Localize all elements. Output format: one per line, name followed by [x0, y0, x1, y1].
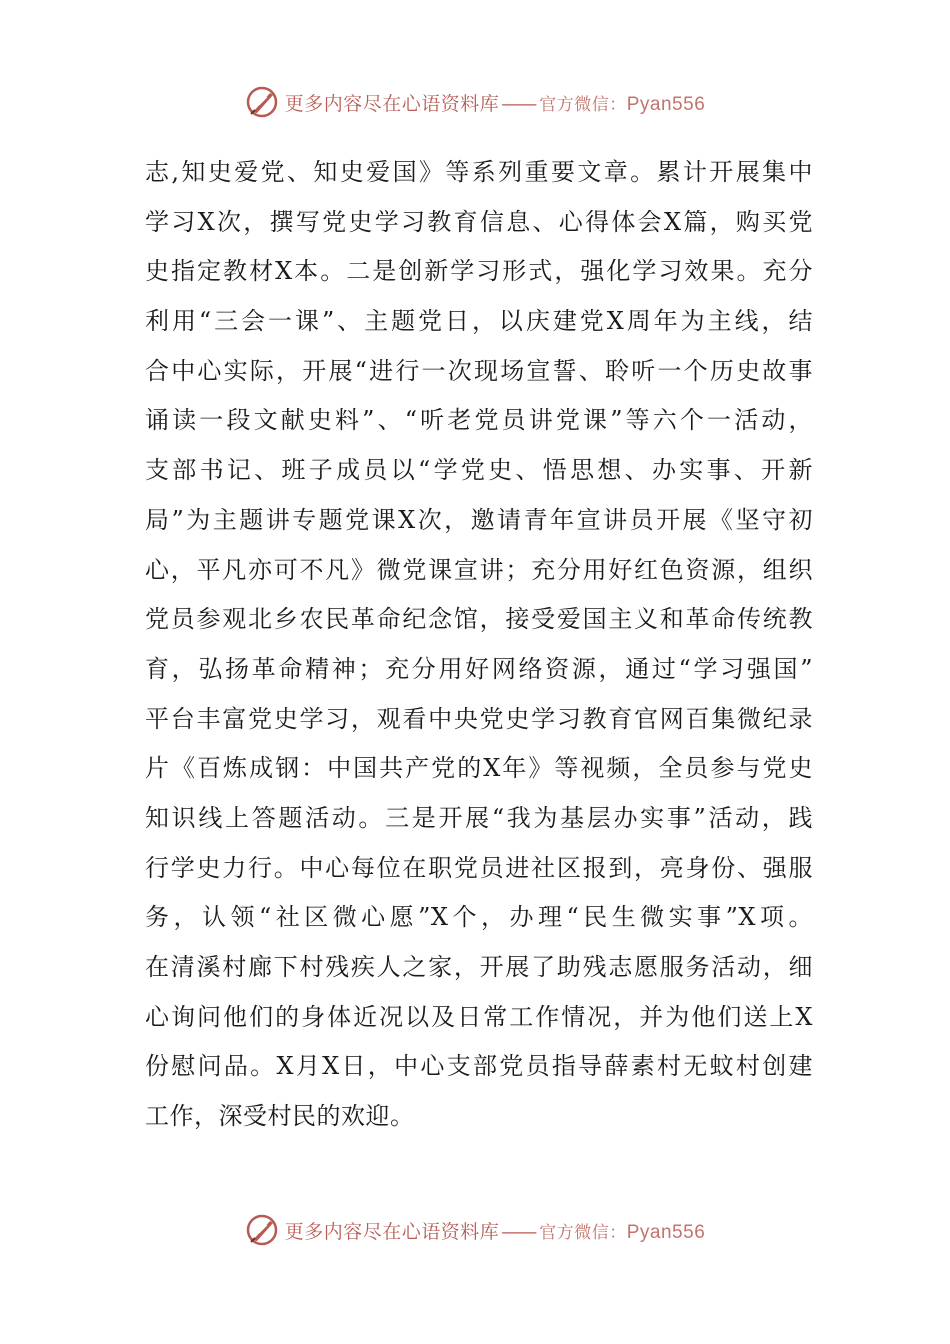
body-line: 务，认领“社区微心愿”X个，办理“民生微实事”X项。	[145, 903, 813, 932]
banner-dash: ——	[501, 92, 536, 115]
body-line: 育，弘扬革命精神；充分用好网络资源，通过“学习强国”	[145, 654, 813, 683]
banner-wechat-id: Pyan556	[626, 1221, 706, 1243]
body-line: 利用“三会一课”、主题党日，以庆建党X周年为主线，结	[145, 307, 813, 336]
body-line: 心，平凡亦可不凡》微党课宣讲；充分用好红色资源，组织	[145, 555, 813, 584]
header-banner-inner	[245, 85, 706, 119]
document-body	[145, 148, 813, 1142]
banner-wechat-label: 官方微信：	[539, 94, 627, 115]
body-line: 平台丰富党史学习，观看中央党史学习教育官网百集微纪录	[145, 704, 813, 733]
body-line: 行学史力行。中心每位在职党员进社区报到，亮身份、强服	[145, 853, 813, 882]
body-line: 志,知史爱党、知史爱国》等系列重要文章。累计开展集中	[145, 158, 813, 186]
banner-main-text: 更多内容尽在心语资料库	[284, 1220, 500, 1243]
body-line-last: 工作，深受村民的欢迎。	[145, 1102, 415, 1131]
quill-pen-logo-icon	[245, 1213, 279, 1247]
banner-wechat-id: Pyan556	[626, 93, 706, 115]
body-line: 史指定教材X本。二是创新学习形式，强化学习效果。充分	[145, 257, 813, 286]
footer-banner	[0, 1210, 950, 1250]
body-line: 份慰问品。X月X日，中心支部党员指导薛素村无蚊村创建	[145, 1052, 813, 1081]
body-line: 心询问他们的身体近况以及日常工作情况，并为他们送上X	[145, 1002, 813, 1031]
body-line: 知识线上答题活动。三是开展“我为基层办实事”活动，践	[145, 803, 813, 832]
body-line: 合中心实际，开展“进行一次现场宣誓、聆听一个历史故事	[145, 356, 813, 385]
header-banner	[0, 82, 950, 122]
body-line: 支部书记、班子成员以“学党史、悟思想、办实事、开新	[145, 456, 813, 485]
body-line: 在清溪村廊下村残疾人之家，开展了助残志愿服务活动，细	[145, 953, 813, 981]
footer-banner-inner	[245, 1213, 706, 1247]
banner-wechat-label: 官方微信：	[539, 1222, 627, 1243]
quill-pen-logo-icon	[245, 85, 279, 119]
banner-main-text: 更多内容尽在心语资料库	[284, 92, 500, 115]
body-line: 党员参观北乡农民革命纪念馆，接受爱国主义和革命传统教	[145, 605, 813, 634]
body-line: 局”为主题讲专题党课X次，邀请青年宣讲员开展《坚守初	[145, 505, 813, 534]
body-line: 学习X次，撰写党史学习教育信息、心得体会X篇，购买党	[145, 207, 813, 236]
body-line: 诵读一段文献史料”、“听老党员讲党课”等六个一活动，	[145, 406, 813, 435]
body-line: 片《百炼成钢：中国共产党的X年》等视频，全员参与党史	[145, 754, 813, 783]
header-banner-text	[285, 89, 706, 116]
banner-dash: ——	[501, 1220, 536, 1243]
footer-banner-text	[285, 1217, 706, 1244]
